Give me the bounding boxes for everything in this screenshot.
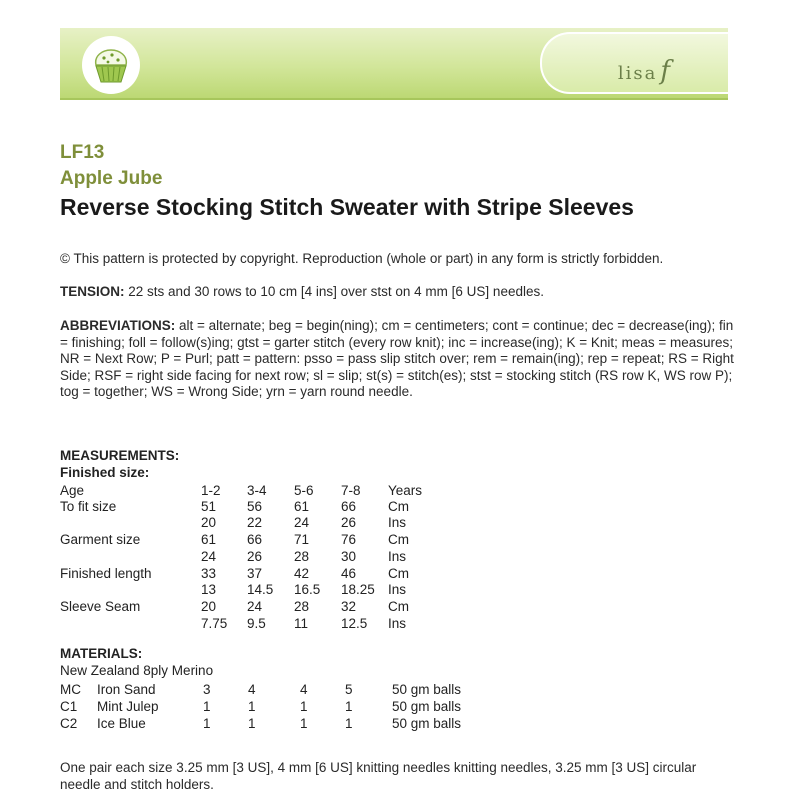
ball-qty: 3 — [203, 682, 211, 697]
size-value: 26 — [341, 515, 357, 530]
ball-unit: 50 gm balls — [392, 682, 462, 697]
size-value: 12.5 — [341, 616, 368, 631]
row-label: Garment size — [60, 532, 141, 547]
size-value: 20 — [201, 599, 217, 614]
size-value: 22 — [247, 515, 263, 530]
unit-label: Ins — [388, 616, 407, 631]
size-value: 66 — [247, 532, 263, 547]
yarn-colour: Mint Julep — [97, 699, 159, 714]
copyright-notice: © This pattern is protected by copyright. Reproduction (whole or part) in any form is strictly forbidden. — [60, 251, 664, 266]
tension-label: TENSION: — [60, 284, 125, 299]
size-value: 11 — [294, 616, 309, 631]
ball-qty: 1 — [300, 699, 308, 714]
abbreviations-section — [60, 318, 740, 401]
unit-label: Years — [388, 483, 423, 498]
tension-section — [60, 284, 740, 301]
size-value: 61 — [201, 532, 217, 547]
ball-qty: 1 — [248, 716, 256, 731]
unit-label: Ins — [388, 549, 407, 564]
size-value: 24 — [247, 599, 263, 614]
logo-text: lisa — [617, 63, 658, 84]
ball-unit: 50 gm balls — [392, 716, 462, 731]
brand-logo — [618, 56, 672, 86]
tension-text: 22 sts and 30 rows to 10 cm [4 ins] over stst on 4 mm [6 US] needles. — [128, 284, 544, 299]
size-value: 18.25 — [341, 582, 375, 597]
row-label: Sleeve Seam — [60, 599, 141, 614]
abbreviations-label: ABBREVIATIONS: — [60, 318, 176, 333]
ball-qty: 1 — [345, 699, 353, 714]
size-value: 37 — [247, 566, 263, 581]
size-value: 30 — [341, 549, 357, 564]
unit-label: Ins — [388, 582, 407, 597]
abbreviations-text: alt = alternate; beg = begin(ning); cm = centimeters; cont = continue; dec = decrease(ing); fin = finishing; foll = follow(s)ing; gtst = garter stitch (every row knit); inc = increase(ing); K = Knit; meas = measures; NR = Next Row; P = Purl; patt = pattern: psso = pass slip stitch over; rem = remain(ing); rep = repeat; RS = Right Side; RSF = right side facing for next row; sl = slip; st(s) = stitch(es); stst = stocking stitch (RS row K, WS row P); tog = together; WS = Wrong Side; yrn = yarn round needle. — [60, 318, 734, 399]
size-value: 14.5 — [247, 582, 274, 597]
unit-label: Cm — [388, 599, 409, 614]
ball-qty: 4 — [248, 682, 256, 697]
size-value: 7-8 — [341, 483, 361, 498]
ball-qty: 1 — [203, 716, 211, 731]
size-value: 24 — [294, 515, 310, 530]
yarn-colour: Ice Blue — [97, 716, 146, 731]
row-label: Age — [60, 483, 85, 498]
ball-qty: 1 — [203, 699, 211, 714]
size-value: 9.5 — [247, 616, 266, 631]
size-value: 56 — [247, 499, 263, 514]
size-value: 51 — [201, 499, 217, 514]
cupcake-icon — [82, 36, 140, 94]
ball-qty: 5 — [345, 682, 353, 697]
size-value: 71 — [294, 532, 310, 547]
unit-label: Cm — [388, 499, 409, 514]
size-value: 28 — [294, 549, 310, 564]
ball-qty: 1 — [345, 716, 353, 731]
needles-text: One pair each size 3.25 mm [3 US], 4 mm [6 US] knitting needles knitting needles, 3.25 mm [3 US] circular needle and stitch holders. — [60, 760, 697, 792]
size-value: 33 — [201, 566, 217, 581]
pattern-code: LF13 — [60, 142, 105, 163]
unit-label: Cm — [388, 566, 409, 581]
size-value: 42 — [294, 566, 310, 581]
unit-label: Ins — [388, 515, 407, 530]
size-value: 24 — [201, 549, 217, 564]
size-value: 3-4 — [247, 483, 267, 498]
ball-unit: 50 gm balls — [392, 699, 462, 714]
row-label: To fit size — [60, 499, 117, 514]
pattern-title: Reverse Stocking Stitch Sweater with Stripe Sleeves — [60, 194, 634, 220]
yarn-name: New Zealand 8ply Merino — [60, 663, 214, 678]
yarn-colour: Iron Sand — [97, 682, 156, 697]
pattern-colorway: Apple Jube — [60, 168, 163, 189]
finished-size-heading: Finished size: — [60, 465, 150, 480]
logo-initial: f — [660, 56, 672, 86]
size-value: 5-6 — [294, 483, 314, 498]
size-value: 1-2 — [201, 483, 221, 498]
header-banner — [60, 28, 728, 100]
size-value: 28 — [294, 599, 310, 614]
row-label: Finished length — [60, 566, 152, 581]
yarn-code: MC — [60, 682, 81, 697]
yarn-code: C1 — [60, 699, 78, 714]
unit-label: Cm — [388, 532, 409, 547]
size-value: 61 — [294, 499, 310, 514]
size-value: 76 — [341, 532, 357, 547]
size-value: 32 — [341, 599, 357, 614]
ball-qty: 1 — [300, 716, 308, 731]
size-value: 26 — [247, 549, 263, 564]
measurements-heading: MEASUREMENTS: — [60, 448, 180, 463]
size-value: 16.5 — [294, 582, 321, 597]
yarn-code: C2 — [60, 716, 78, 731]
ball-qty: 1 — [248, 699, 256, 714]
size-value: 7.75 — [201, 616, 228, 631]
size-value: 66 — [341, 499, 357, 514]
size-value: 46 — [341, 566, 357, 581]
materials-heading: MATERIALS: — [60, 646, 143, 661]
size-value: 20 — [201, 515, 217, 530]
ball-qty: 4 — [300, 682, 308, 697]
size-value: 13 — [201, 582, 217, 597]
